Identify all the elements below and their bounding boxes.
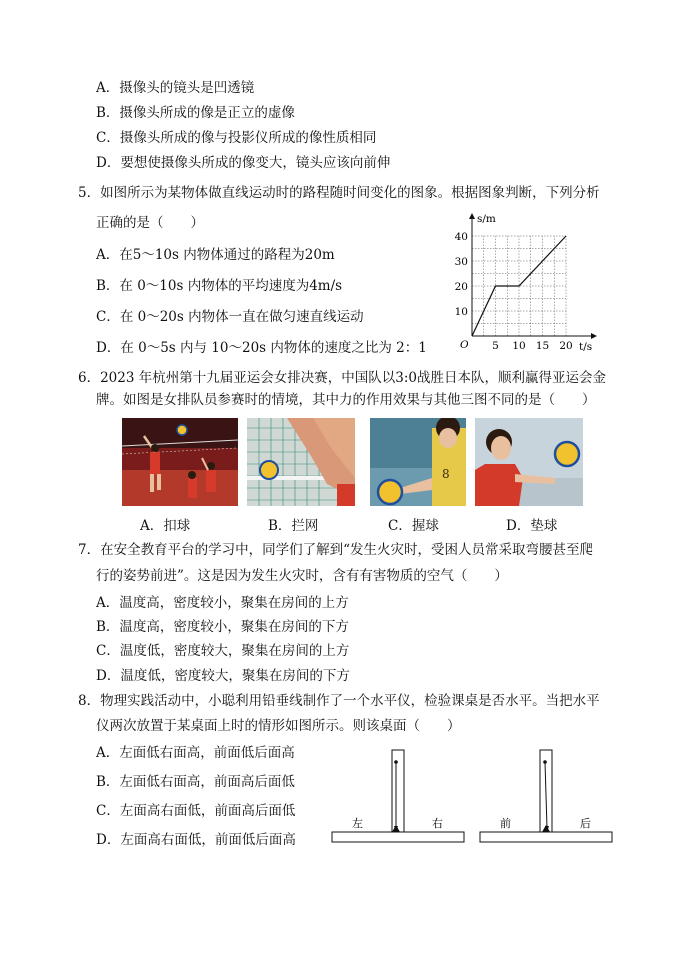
q6-caption-c: C．握球 bbox=[388, 518, 439, 534]
x-axis-label: t/s bbox=[579, 341, 593, 353]
svg-text:8: 8 bbox=[442, 467, 450, 481]
q8-option-d: D．左面高右面低，前面低后面高 bbox=[96, 832, 296, 848]
photo-hold bbox=[370, 418, 466, 506]
y-tick-label: 30 bbox=[454, 256, 468, 268]
volleyball-icon bbox=[260, 461, 278, 479]
q5-option-b: B．在 0～10s 内物体的平均速度为4m/s bbox=[96, 278, 343, 294]
x-tick-label: 15 bbox=[535, 340, 550, 352]
photo-spike bbox=[122, 418, 238, 506]
level1-left-label: 左 bbox=[352, 817, 363, 830]
q7-stem-line1: 7．在安全教育平台的学习中，同学们了解到“发生火灾时，受困人员常采取弯腰甚至爬 bbox=[78, 542, 593, 558]
q6-caption-d: D．垫球 bbox=[506, 518, 558, 534]
level1-right-label: 右 bbox=[432, 817, 443, 830]
level-diagram-front-back bbox=[478, 748, 614, 844]
q6-stem-line2: 牌。如图是女排队员参赛时的情境，其中力的作用效果与其他三图不同的是（ ） bbox=[96, 392, 596, 408]
q5-option-a: A．在5～10s 内物体通过的路程为20m bbox=[96, 247, 335, 263]
level-diagram-left-right bbox=[330, 748, 466, 844]
q7-option-c: C．温度低，密度较大，聚集在房间的上方 bbox=[96, 643, 350, 659]
y-axis-label: s/m bbox=[477, 213, 496, 225]
q4-option-d: D．要想使摄像头所成的像变大，镜头应该向前伸 bbox=[96, 155, 391, 171]
q4-option-c: C．摄像头所成的像与投影仪所成的像性质相同 bbox=[96, 130, 377, 146]
q4-option-b: B．摄像头所成的像是正立的虚像 bbox=[96, 105, 295, 121]
q8-option-a: A．左面低右面高，前面低后面高 bbox=[96, 745, 295, 761]
volleyball-icon bbox=[177, 425, 187, 435]
q8-stem-line1: 8．物理实践活动中，小聪利用铅垂线制作了一个水平仪，检验课桌是否水平。当把水平 bbox=[78, 693, 600, 709]
y-tick-label: 20 bbox=[454, 281, 468, 293]
q8-option-c: C．左面高右面低，前面高后面低 bbox=[96, 803, 296, 819]
q7-option-a: A．温度高，密度较小，聚集在房间的上方 bbox=[96, 595, 349, 611]
y-tick-label: 10 bbox=[454, 306, 468, 318]
q7-option-d: D．温度低，密度较大，聚集在房间的下方 bbox=[96, 668, 350, 684]
q5-stem-line1: 5．如图所示为某物体做直线运动时的路程随时间变化的图象。根据图象判断，下列分析 bbox=[78, 185, 600, 201]
q8-stem-line2: 仪两次放置于某桌面上时的情形如图所示。则该桌面（ ） bbox=[96, 718, 461, 734]
volleyball-icon bbox=[378, 480, 402, 504]
x-tick-label: 20 bbox=[559, 340, 573, 352]
q4-option-a: A．摄像头的镜头是凹透镜 bbox=[96, 80, 255, 96]
q7-option-b: B．温度高，密度较小，聚集在房间的下方 bbox=[96, 619, 349, 635]
photo-dig bbox=[475, 418, 583, 506]
q7-stem-line2: 行的姿势前进”。这是因为发生火灾时，含有有害物质的空气（ ） bbox=[96, 568, 508, 584]
distance-time-chart bbox=[450, 208, 600, 358]
q8-option-b: B．左面低右面高，前面高后面低 bbox=[96, 774, 295, 790]
y-tick-label: 40 bbox=[454, 231, 468, 243]
level2-right-label: 后 bbox=[580, 817, 591, 830]
q6-caption-b: B．拦网 bbox=[268, 518, 319, 534]
q5-option-c: C．在 0～20s 内物体一直在做匀速直线运动 bbox=[96, 309, 364, 325]
q5-option-d: D．在 0～5s 内与 10～20s 内物体的速度之比为 2：1 bbox=[96, 340, 427, 356]
origin-label: O bbox=[460, 339, 469, 351]
x-tick-label: 10 bbox=[512, 340, 526, 352]
q6-caption-a: A．扣球 bbox=[140, 518, 191, 534]
level2-left-label: 前 bbox=[500, 817, 511, 830]
x-tick-label: 5 bbox=[492, 340, 499, 352]
volleyball-icon bbox=[555, 442, 579, 466]
q6-stem-line1: 6．2023 年杭州第十九届亚运会女排决赛，中国队以3:0战胜日本队，顺利赢得亚运会金 bbox=[78, 370, 606, 386]
q5-stem-line2: 正确的是（ ） bbox=[96, 215, 204, 231]
photo-block bbox=[247, 418, 355, 506]
